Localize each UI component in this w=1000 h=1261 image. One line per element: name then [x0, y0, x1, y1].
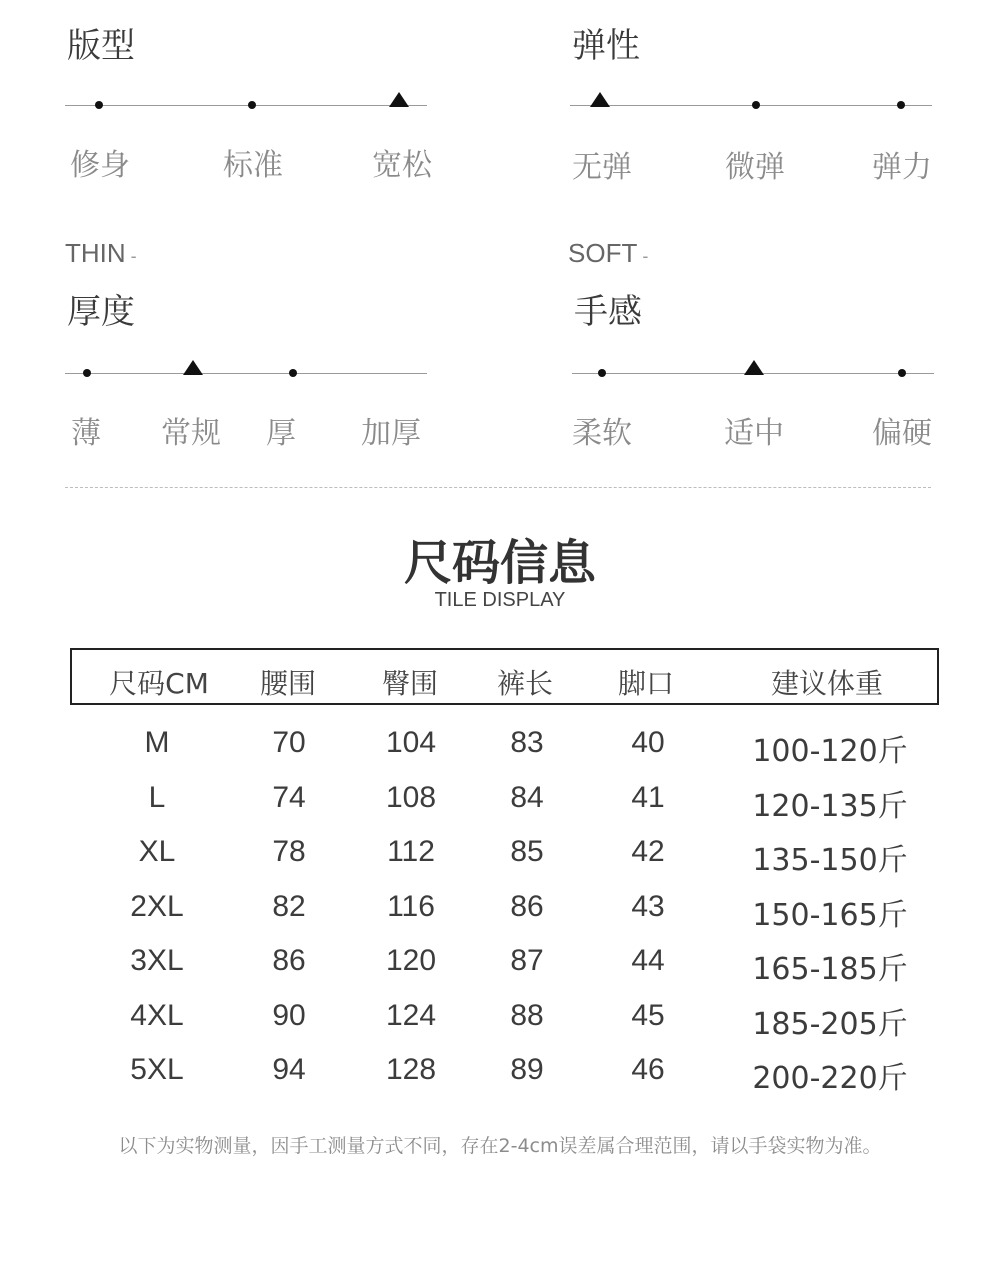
cell-hem: 40 — [631, 726, 665, 759]
section-divider — [65, 487, 931, 488]
cell-size: M — [144, 726, 170, 759]
table-row — [0, 726, 1000, 769]
feel-marker-1-selected — [744, 360, 764, 375]
header-size: 尺码CM — [109, 667, 209, 700]
cell-hip: 112 — [387, 835, 435, 868]
fit-title: 版型 — [67, 26, 135, 66]
fit-scale — [65, 96, 427, 116]
fit-option-2: 宽松 — [372, 148, 432, 183]
table-row — [0, 999, 1000, 1042]
feel-option-1: 适中 — [724, 416, 784, 451]
cell-size: XL — [138, 835, 176, 868]
cell-size: 5XL — [130, 1053, 184, 1086]
elasticity-option-0: 无弹 — [572, 150, 632, 185]
table-row — [0, 944, 1000, 987]
cell-hem: 43 — [631, 890, 665, 923]
thickness-option-0: 薄 — [71, 416, 101, 451]
cell-hip: 116 — [387, 890, 435, 923]
header-waist: 腰围 — [259, 667, 317, 700]
cell-length: 85 — [510, 835, 544, 868]
size-table-header — [70, 648, 939, 705]
measurement-note: 以下为实物测量，因手工测量方式不同，存在2-4cm误差属合理范围，请以手袋实物为准。 — [118, 1135, 882, 1157]
cell-waist: 82 — [272, 890, 306, 923]
elasticity-marker-2 — [897, 101, 905, 109]
elasticity-marker-1 — [752, 101, 760, 109]
cell-hem: 44 — [631, 944, 665, 977]
feel-marker-2 — [898, 369, 906, 377]
fit-marker-0 — [95, 101, 103, 109]
cell-hem: 45 — [631, 999, 665, 1032]
feel-subtitle: SOFT - — [568, 238, 648, 269]
thickness-option-1: 常规 — [161, 416, 221, 451]
elasticity-option-1: 微弹 — [725, 150, 785, 185]
thickness-option-3: 加厚 — [361, 416, 421, 451]
cell-weight: 200-220斤 — [752, 1061, 908, 1096]
header-length: 裤长 — [496, 667, 554, 700]
table-row — [0, 781, 1000, 824]
cell-weight: 165-185斤 — [752, 952, 908, 987]
feel-marker-0 — [598, 369, 606, 377]
cell-size: 2XL — [130, 890, 184, 923]
cell-hip: 128 — [385, 1053, 437, 1086]
header-weight: 建议体重 — [770, 667, 884, 700]
size-info-title: 尺码信息 — [403, 535, 596, 591]
cell-size: 3XL — [130, 944, 184, 977]
cell-hem: 41 — [631, 781, 665, 814]
cell-weight: 135-150斤 — [752, 843, 908, 878]
cell-waist: 74 — [272, 781, 306, 814]
feel-title: 手感 — [574, 292, 642, 332]
thickness-marker-1-selected — [183, 360, 203, 375]
cell-length: 83 — [510, 726, 544, 759]
table-row — [0, 835, 1000, 878]
cell-hip: 120 — [385, 944, 437, 977]
thickness-scale — [65, 364, 427, 384]
elasticity-scale-line — [570, 105, 932, 106]
feel-option-0: 柔软 — [572, 416, 632, 451]
table-row — [0, 890, 1000, 933]
cell-length: 84 — [510, 781, 544, 814]
thickness-marker-0 — [83, 369, 91, 377]
cell-weight: 150-165斤 — [752, 898, 908, 933]
feel-option-2: 偏硬 — [872, 416, 932, 451]
fit-marker-2-selected — [389, 92, 409, 107]
cell-weight: 120-135斤 — [752, 789, 908, 824]
thickness-title: 厚度 — [67, 292, 135, 332]
cell-size: 4XL — [130, 999, 184, 1032]
table-row — [0, 1053, 1000, 1096]
thickness-option-2: 厚 — [266, 416, 296, 451]
cell-hem: 42 — [631, 835, 665, 868]
cell-hem: 46 — [631, 1053, 665, 1086]
feel-scale — [572, 364, 934, 384]
elasticity-title: 弹性 — [572, 26, 640, 66]
size-info-subtitle: TILE DISPLAY — [434, 589, 566, 611]
header-hem: 脚口 — [617, 667, 675, 700]
cell-length: 86 — [510, 890, 544, 923]
cell-waist: 86 — [272, 944, 306, 977]
elasticity-marker-0-selected — [590, 92, 610, 107]
cell-weight: 100-120斤 — [752, 734, 908, 769]
cell-hip: 104 — [385, 726, 437, 759]
cell-hip: 108 — [385, 781, 437, 814]
thickness-scale-line — [65, 373, 427, 374]
fit-option-0: 修身 — [70, 148, 130, 183]
cell-length: 88 — [510, 999, 544, 1032]
cell-length: 89 — [510, 1053, 544, 1086]
fit-scale-line — [65, 105, 427, 106]
thickness-marker-2 — [289, 369, 297, 377]
cell-waist: 78 — [272, 835, 306, 868]
cell-size: L — [148, 781, 166, 814]
elasticity-scale — [570, 96, 932, 116]
cell-hip: 124 — [385, 999, 437, 1032]
cell-weight: 185-205斤 — [752, 1007, 908, 1042]
fit-marker-1 — [248, 101, 256, 109]
cell-length: 87 — [510, 944, 544, 977]
cell-waist: 70 — [272, 726, 306, 759]
cell-waist: 90 — [272, 999, 306, 1032]
thickness-subtitle: THIN - — [65, 238, 137, 269]
header-hip: 臀围 — [381, 667, 439, 700]
cell-waist: 94 — [272, 1053, 306, 1086]
fit-option-1: 标准 — [223, 148, 283, 183]
elasticity-option-2: 弹力 — [872, 150, 932, 185]
